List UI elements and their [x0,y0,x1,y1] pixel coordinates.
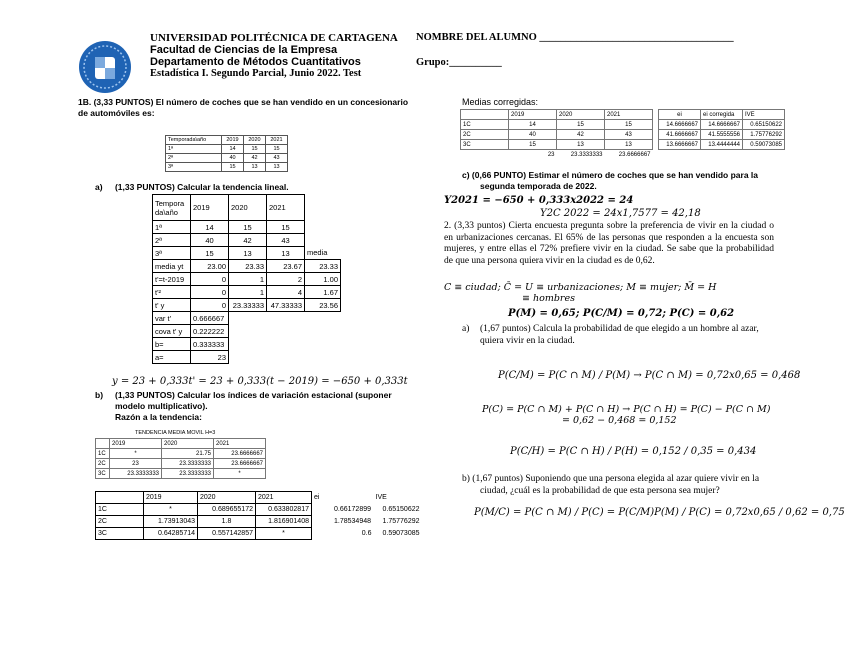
table-cell: 14.6666667 [701,120,743,130]
table-cell: 2020 [198,492,256,504]
table-cell: 2019 [222,136,244,145]
table-row [153,325,341,338]
table-cell: 23.6666667 [618,151,651,158]
table-cell [229,312,267,325]
table-cell: * [110,449,162,459]
table-cell [305,234,341,247]
table-cell: 23.6666667 [214,449,266,459]
table-row [153,312,341,325]
table-cell: 2020 [162,439,214,449]
table-cell [229,338,267,351]
table-cell [267,338,305,351]
table-row [153,299,341,312]
table-cell: IVE [743,110,785,120]
trend-table [152,194,341,364]
table-cell: 43 [266,154,288,163]
table-cell: 23.33 [229,260,267,273]
q1-part-b [95,390,415,423]
table-cell [305,351,341,364]
table-cell: 0 [191,286,229,299]
table-cell: 0 [191,299,229,312]
table-cell [96,492,144,504]
table-cell: * [214,469,266,479]
table-cell: 23.33333 [229,299,267,312]
table-cell: 15 [557,120,605,130]
table-cell [229,351,267,364]
table-cell: 1.75776292 [382,518,420,525]
seasonal-index-table [95,491,422,540]
corrected-means-table [460,109,785,160]
table-cell [701,150,743,160]
table-cell: 13 [229,247,267,260]
moving-average-table [95,438,266,479]
table-cell: 23.6666667 [214,459,266,469]
table-cell: 13 [244,163,266,172]
table-row [153,351,341,364]
table-cell: var t' [153,312,191,325]
equation-line: = 0,62 − 0,468 = 0,152 [562,415,677,426]
table-cell: 21.75 [162,449,214,459]
table-cell: 23.3333333 [110,469,162,479]
equation-4: P(M/C) = P(C ∩ M) / P(C) = P(C/M)P(M) / P(C) = 0,72x0,65 / 0,62 = 0,75 [474,507,845,518]
table-cell: 0.64285714 [144,528,198,540]
table-cell: 43 [605,130,653,140]
table-cell: 14 [191,221,229,234]
table-cell: 15 [222,163,244,172]
table-cell: 3C [96,528,144,540]
university-logo [78,40,132,94]
table-cell [659,150,701,160]
table-cell: 14 [222,145,244,154]
table-cell: 23.67 [267,260,305,273]
faculty-name: Facultad de Ciencias de la Empresa [150,44,338,56]
table-cell: 2ª [153,234,191,247]
table-cell: 2020 [557,110,605,120]
forecast-2021-equation: Y2021 = −650 + 0,333x2022 = 24 [444,195,634,206]
table-cell: 1.78534948 [334,518,371,525]
table-cell: ei [659,110,701,120]
table-cell: 3C [461,140,509,150]
table-cell: 14 [509,120,557,130]
table-cell: t'² [153,286,191,299]
table-cell: * [256,528,312,540]
table-row [153,260,341,273]
table-cell: 4 [267,286,305,299]
equation-1: P(C/M) = P(C ∩ M) / P(M) → P(C ∩ M) = 0,72x0,65 = 0,468 [498,370,801,381]
table-cell: 0.689655172 [198,504,256,516]
forecast-2c-equation: Y2C 2022 = 24x1,7577 = 42,18 [540,208,701,219]
table-row [461,120,785,130]
table-cell: 1.00 [305,273,341,286]
table-cell: 1C [461,120,509,130]
trend-equation: y = 23 + 0,333t' = 23 + 0,333(t − 2019) = −650 + 0,333t [112,376,408,387]
table-cell [461,110,509,120]
table-cell: 23.3333333 [162,459,214,469]
table-cell: 2019 [509,110,557,120]
table-cell: 1ª [166,145,222,154]
department-name: Departamento de Métodos Cuantitativos [150,56,361,68]
table-cell [743,150,785,160]
equation-3: P(C/H) = P(C ∩ H) / P(H) = 0,152 / 0,35 = 0,434 [510,446,757,457]
table-row [96,449,266,459]
event-definitions [444,282,716,304]
table-cell: 13 [557,140,605,150]
table-cell: 15 [509,140,557,150]
q2-statement: 2. (3,33 puntos) Cierta encuesta pregunta sobre la preferencia de vivir en la ciudad o en urbanizaciones cercanas. El 65% de las personas que responden a la encuesta son mujeres, y entre ellas el 72% prefiere vivir en la ciudad. Se sabe que la probabilidad de que una persona quiera vivir en la ciudad es de 0,62. [444,221,774,266]
table-cell: 23.56 [305,299,341,312]
table-cell: 0.65150622 [382,506,420,513]
table-cell: 15 [267,221,305,234]
table-row [153,286,341,299]
table-cell [267,351,305,364]
table-cell [305,195,341,221]
table-cell: 0.59073085 [382,530,420,537]
table-cell [305,338,341,351]
table-cell: 1 [229,286,267,299]
table-row [96,469,266,479]
table-cell: 14.6666667 [659,120,701,130]
part-text: (1,33 PUNTOS) Calcular la tendencia lineal. [114,182,289,192]
table-row [166,154,288,163]
equation-line: P(C) = P(C ∩ M) + P(C ∩ H) → P(C ∩ H) = P(C) − P(C ∩ M) [482,404,771,415]
table-cell: 15 [244,145,266,154]
table-cell: 1.8 [198,516,256,528]
table-cell: 0.557142857 [198,528,256,540]
table-cell: 40 [222,154,244,163]
table-cell: 15 [605,120,653,130]
table-cell: 42 [244,154,266,163]
q2-part-b: b) (1,67 puntos) Suponiendo que una persona elegida al azar quiere vivir en la ciudad, ¿cuál es la probabilidad de que esta persona sea mujer? [462,474,760,496]
q1-heading: 1B. (3,33 PUNTOS) El número de coches que se han vendido en un concesionario de automóviles es: [78,97,409,118]
table-cell: media yt [153,260,191,273]
table-cell: 1C [96,449,110,459]
definition-line: ≡ hombres [522,293,575,304]
equation-2 [482,404,770,426]
table-row [166,163,288,172]
table-cell: 23.33 [305,260,341,273]
table-cell: 1C [96,504,144,516]
table-cell: 0.66172899 [334,506,371,513]
table-cell: 41.5555556 [701,130,743,140]
table-cell: 13 [267,247,305,260]
table-cell: 42 [557,130,605,140]
table-cell [96,439,110,449]
table-cell: 2021 [266,136,288,145]
table-cell [267,325,305,338]
moving-average-title: TENDENCIA MEDIA MOVIL H=3 [135,430,216,436]
table-cell [267,312,305,325]
table-cell [305,312,341,325]
table-row [96,516,422,528]
table-cell: 43 [267,234,305,247]
table-cell: t' y [153,299,191,312]
table-cell [461,150,509,160]
table-cell [305,325,341,338]
table-cell: 2C [96,516,144,528]
table-cell: 13 [605,140,653,150]
table-row [461,130,785,140]
table-header-row [96,439,266,449]
table-header-row [153,195,341,221]
table-cell: 2019 [110,439,162,449]
student-name-field: NOMBRE DEL ALUMNO _____________________________________ [416,32,734,43]
table-cell: 2ª [166,154,222,163]
table-cell: 40 [191,234,229,247]
table-cell: 2C [461,130,509,140]
table-cell: 0.6 [361,530,372,537]
table-cell: 1.816901408 [256,516,312,528]
q2-part-a [462,323,782,347]
table-cell: 41.6666667 [659,130,701,140]
q1-part-c: c) (0,66 PUNTO) Estimar el número de coches que se han vendido para la segunda temporada de 2022. [462,170,759,191]
table-cell: 23 [110,459,162,469]
table-header-row [96,492,422,504]
table-cell: 42 [229,234,267,247]
definition-line: C ≡ ciudad; C̄ = U ≡ urbanizaciones; M ≡ mujer; M̄ = H [444,282,717,293]
table-cell: media [307,248,328,258]
table-cell: 0.666667 [191,312,229,325]
table-cell: 23 [191,351,229,364]
table-cell: 23.00 [191,260,229,273]
table-row [153,221,341,234]
table-cell: 47.33333 [267,299,305,312]
table-cell: 2021 [267,195,305,221]
q1-part-a [95,182,289,193]
table-row [153,247,341,260]
table-cell: 2C [96,459,110,469]
table-cell: 15 [229,221,267,234]
table-cell: 1 [229,273,267,286]
table-cell: 2020 [229,195,267,221]
part-label: a) [462,324,470,334]
part-text: (1,33 PUNTOS) Calcular los índices de variación estacional (suponer modelo multiplicativo). [115,390,392,411]
part-subtext: Razón a la tendencia: [115,412,202,422]
table-row [166,145,288,154]
table-row [96,504,422,516]
table-cell: 2021 [214,439,266,449]
table-cell: 2021 [256,492,312,504]
table-cell: 3ª [166,163,222,172]
table-cell: 3C [96,469,110,479]
group-field: Grupo:__________ [416,57,502,68]
table-row [96,528,422,540]
q1-data-table [165,135,288,172]
exam-title: Estadística I. Segundo Parcial, Junio 2022. Test [150,68,362,79]
table-cell: 1.73913043 [144,516,198,528]
table-cell: a= [153,351,191,364]
table-cell: 2019 [191,195,229,221]
table-cell: 3ª [153,247,191,260]
table-row [96,459,266,469]
table-cell: 23.3333333 [570,151,603,158]
table-cell: 0.333333 [191,338,229,351]
corrected-means-title: Medias corregidas: [462,97,539,107]
university-name: UNIVERSIDAD POLITÉCNICA DE CARTAGENA [150,32,398,44]
table-cell: * [144,504,198,516]
table-cell: 23.3333333 [162,469,214,479]
table-cell: 0.65150622 [743,120,785,130]
table-header-row [461,110,785,120]
table-row [153,234,341,247]
part-label: a) [95,182,103,192]
table-cell: 2019 [144,492,198,504]
table-cell: 40 [509,130,557,140]
table-cell: 13 [266,163,288,172]
table-cell: 0.222222 [191,325,229,338]
given-probabilities: P(M) = 0,65; P(C/M) = 0,72; P(C) = 0,62 [508,308,735,319]
table-cell: 15 [191,247,229,260]
table-header-row [166,136,288,145]
table-cell: 2020 [244,136,266,145]
table-cell: 13.4444444 [701,140,743,150]
table-cell: t'=t-2019 [153,273,191,286]
table-cell: 23 [547,151,555,158]
table-cell [229,325,267,338]
table-row [153,338,341,351]
table-row [153,273,341,286]
table-cell: b= [153,338,191,351]
table-cell: 0.59073085 [743,140,785,150]
table-row [461,150,785,160]
table-cell: 1.67 [305,286,341,299]
part-label: b) [95,390,104,400]
table-cell: 15 [266,145,288,154]
table-cell: ei [314,494,320,501]
table-row [461,140,785,150]
table-cell: IVE [375,494,387,501]
table-cell: Tempora da\año [153,195,191,221]
table-cell: 2021 [605,110,653,120]
part-text: (1,67 puntos) Calcula la probabilidad de que elegido a un hombre al azar, quiera vivir en la ciudad. [480,324,759,346]
table-cell: 2 [267,273,305,286]
table-cell: cova t' y [153,325,191,338]
table-cell: 0 [191,273,229,286]
table-cell: Temporada\año [166,136,222,145]
logo-icon [78,40,132,94]
table-cell: 1.75776292 [743,130,785,140]
table-cell: ei corregida [701,110,743,120]
header-institution [150,32,398,80]
table-cell: 0.633802817 [256,504,312,516]
table-cell [305,221,341,234]
table-cell: 1ª [153,221,191,234]
table-cell: 13.6666667 [659,140,701,150]
